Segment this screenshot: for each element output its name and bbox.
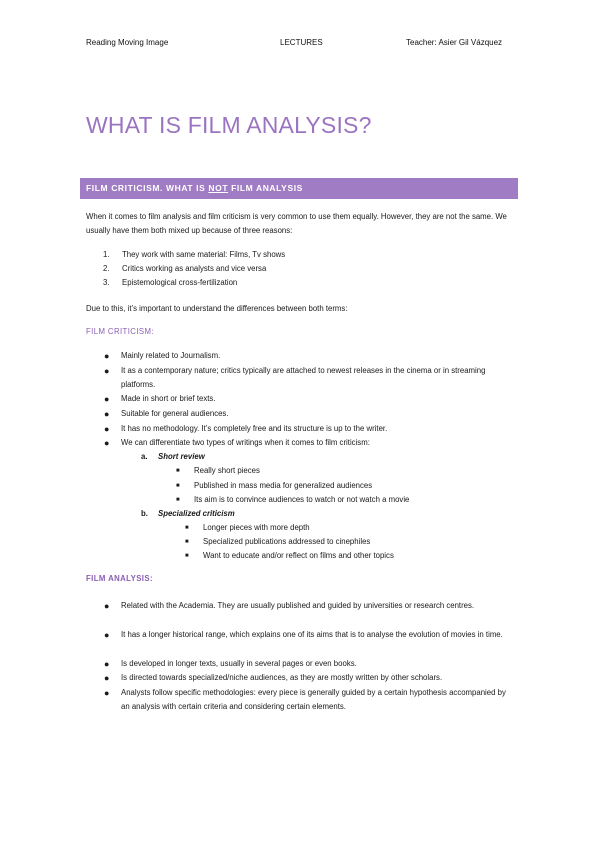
list-text: Is directed towards specialized/niche audiences, as they are mostly written by other scholars. bbox=[121, 673, 443, 682]
bullet-icon: ● bbox=[104, 673, 110, 683]
bullet-icon: ● bbox=[104, 409, 110, 419]
bullet-icon: ● bbox=[104, 688, 110, 698]
analysis-heading: FILM ANALYSIS: bbox=[86, 574, 153, 583]
due-paragraph: Due to this, it’s important to understand the differences between both terms: bbox=[86, 304, 348, 313]
square-bullet-icon: ■ bbox=[185, 525, 189, 531]
header-course: Reading Moving Image bbox=[86, 38, 169, 47]
bullet-icon: ● bbox=[104, 659, 110, 669]
square-bullet-icon: ■ bbox=[176, 497, 180, 503]
square-bullet-icon: ■ bbox=[185, 539, 189, 545]
bullet-icon: ● bbox=[104, 351, 110, 361]
bullet-icon: ● bbox=[104, 394, 110, 404]
criticism-heading: FILM CRITICISM: bbox=[86, 327, 154, 336]
list-text: It has a longer historical range, which explains one of its aims that is to analyse the evolution of movies in time. bbox=[121, 630, 503, 639]
list-number: 3. bbox=[103, 278, 110, 287]
square-bullet-icon: ■ bbox=[176, 468, 180, 474]
list-text: Suitable for general audiences. bbox=[121, 409, 229, 418]
header-lectures: LECTURES bbox=[280, 38, 323, 47]
list-text: We can differentiate two types of writings when it comes to film criticism: bbox=[121, 438, 370, 447]
bullet-icon: ● bbox=[104, 438, 110, 448]
section-heading-bar bbox=[80, 178, 518, 199]
nested-text: Published in mass media for generalized audiences bbox=[194, 481, 373, 490]
list-text: Critics working as analysts and vice versa bbox=[122, 264, 267, 273]
bullet-icon: ● bbox=[104, 424, 110, 434]
sublist-label: Specialized criticism bbox=[158, 509, 235, 518]
square-bullet-icon: ■ bbox=[176, 483, 180, 489]
list-text: Related with the Academia. They are usually published and guided by universities or research centres. bbox=[121, 601, 475, 610]
page-title: WHAT IS FILM ANALYSIS? bbox=[86, 112, 372, 138]
square-bullet-icon: ■ bbox=[185, 553, 189, 559]
list-text: It has no methodology. It’s completely free and its structure is up to the writer. bbox=[121, 424, 388, 433]
header-teacher: Teacher: Asier Gil Vázquez bbox=[406, 38, 503, 47]
section-heading-underlined: NOT bbox=[208, 183, 229, 193]
sublist-letter: a. bbox=[141, 452, 148, 461]
bullet-icon: ● bbox=[104, 630, 110, 640]
list-text: Made in short or brief texts. bbox=[121, 394, 216, 403]
nested-text: Really short pieces bbox=[194, 466, 260, 475]
nested-text: Longer pieces with more depth bbox=[203, 523, 310, 532]
bullet-icon: ● bbox=[104, 601, 110, 611]
nested-text: Its aim is to convince audiences to watch or not watch a movie bbox=[194, 495, 410, 504]
section-heading-before: FILM CRITICISM. WHAT IS bbox=[86, 183, 209, 193]
list-number: 2. bbox=[103, 264, 110, 273]
list-text: Mainly related to Journalism. bbox=[121, 351, 221, 360]
list-text: Epistemological cross-fertilization bbox=[122, 278, 238, 287]
nested-text: Specialized publications addressed to cinephiles bbox=[203, 537, 371, 546]
list-text: It as a contemporary nature; critics typically are attached to newest releases in the cinema or in streaming platforms. bbox=[121, 366, 486, 389]
section-heading-after: FILM ANALYSIS bbox=[228, 183, 303, 193]
list-number: 1. bbox=[103, 250, 110, 259]
sublist-letter: b. bbox=[141, 509, 148, 518]
bullet-icon: ● bbox=[104, 366, 110, 376]
list-text: They work with same material: Films, Tv shows bbox=[122, 250, 286, 259]
intro-paragraph: When it comes to film analysis and film criticism is very common to use them equally. However, they are not the same. We usually have them both mixed up because of three reasons: bbox=[86, 212, 507, 235]
list-text: Analysts follow specific methodologies: every piece is generally guided by a certain hypothesis accompanied by an analysis with certain criteria and considering certain elements. bbox=[121, 688, 506, 711]
list-text: Is developed in longer texts, usually in several pages or even books. bbox=[121, 659, 357, 668]
nested-text: Want to educate and/or reflect on films and other topics bbox=[203, 551, 394, 560]
sublist-label: Short review bbox=[158, 452, 205, 461]
section-heading bbox=[86, 183, 303, 193]
